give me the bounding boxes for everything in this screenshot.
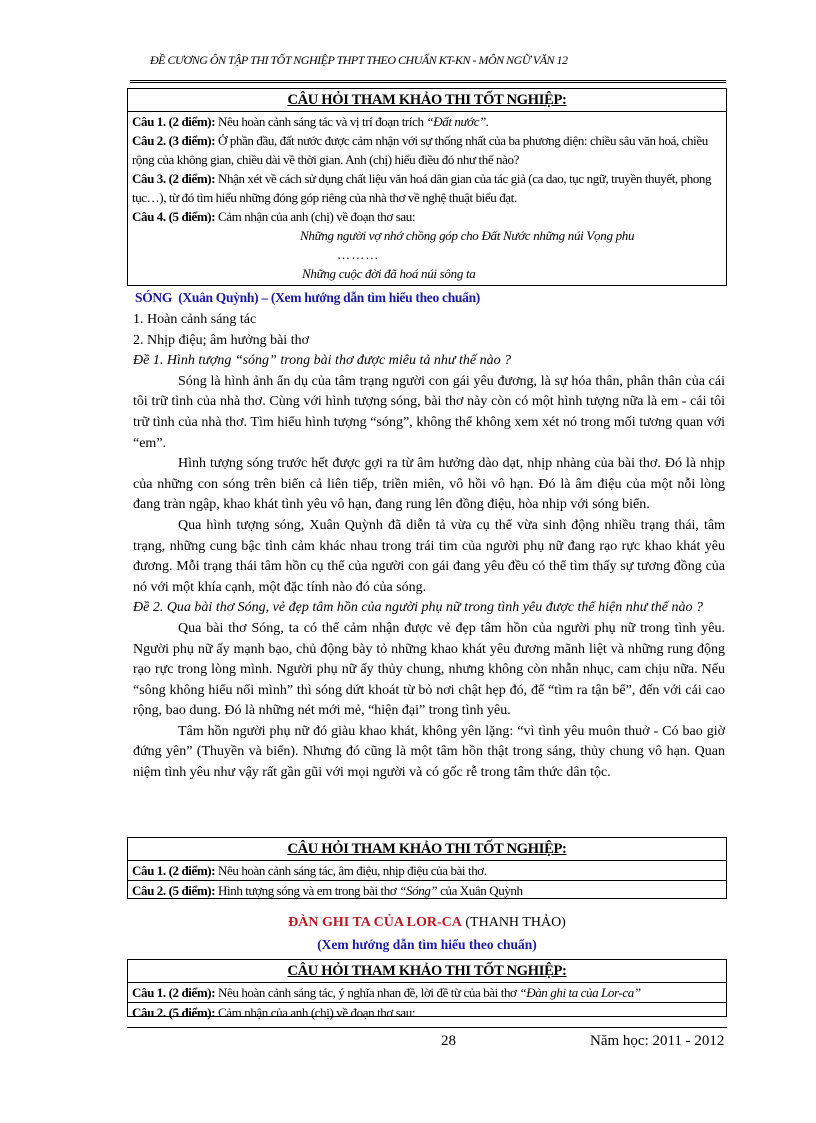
- poem-line-1: Những người vợ nhớ chồng góp cho Đất Nước những núi Vọng phu: [300, 228, 635, 243]
- page-number: 28: [441, 1033, 456, 1049]
- exam-questions-box-3: [127, 959, 727, 1020]
- page-header: ĐỀ CƯƠNG ÔN TẬP THI TỐT NGHIỆP THPT THEO CHUẨN KT-KN - MÔN NGỮ VĂN 12: [150, 53, 568, 67]
- question-2: Câu 2. (5 điểm): Cảm nhận của anh (chị) về đoạn thơ sau:: [132, 1005, 416, 1020]
- question-2: Câu 2. (5 điểm): Hình tượng sóng và em trong bài thơ “Sóng” của Xuân Quỳnh: [132, 883, 523, 898]
- song-content: [133, 310, 725, 784]
- section-title-dan-ghi-ta: ĐÀN GHI TA CỦA LOR-CA (THANH THẢO): [288, 915, 566, 930]
- question-4: Câu 4. (5 điểm): Cảm nhận của anh (chị) về đoạn thơ sau:: [132, 209, 416, 224]
- header-divider: [130, 80, 726, 83]
- poem-ellipsis: … … …: [338, 247, 378, 262]
- paragraph: Hình tượng sóng trước hết được gợi ra từ âm hưởng dào dạt, nhịp nhàng của bài thơ. Đó là nhịp của những con sóng trên biển cả liên tiếp, triền miên, vô hồi vô hạn. Đó là âm điệu của một nỗi lòng đang tràn ngập, khao khát tình yêu vô hạn, đang rung lên đồng điệu, hòa nhịp với sóng biển.: [133, 456, 725, 513]
- exam-questions-box-1: [127, 88, 727, 286]
- box-title: CÂU HỎI THAM KHẢO THI TỐT NGHIỆP:: [128, 838, 726, 861]
- exam-questions-box-2: [127, 837, 727, 899]
- question-heading-1: Đề 1. Hình tượng “sóng” trong bài thơ được miêu tả như thế nào ?: [133, 353, 512, 369]
- poem-line-2: Những cuộc đời đã hoá núi sông ta: [302, 266, 476, 281]
- question-3: Câu 3. (2 điểm): Nhận xét về cách sử dụng chất liệu văn hoá dân gian của tác giả (ca dao, tục ngữ, truyền thuyết, phong tục…), từ đó tìm hiểu những đóng góp riêng của nhà thơ về nghệ thuật biểu đạt.: [132, 171, 712, 205]
- section-subtitle: (Xem hướng dẫn tìm hiểu theo chuẩn): [317, 937, 537, 952]
- school-year: Năm học: 2011 - 2012: [590, 1033, 725, 1049]
- box-title: CÂU HỎI THAM KHẢO THI TỐT NGHIỆP:: [128, 960, 726, 983]
- list-item: 2. Nhịp điệu; âm hưởng bài thơ: [133, 332, 309, 348]
- paragraph: Qua bài thơ Sóng, ta có thể cảm nhận được vẻ đẹp tâm hồn của người phụ nữ trong tình yêu. Người phụ nữ ấy mạnh bạo, chủ động bày tỏ những khao khát yêu đương mãnh liệt và những rung động rạo rực trong lòng mình. Người phụ nữ ấy thủy chung, nhưng không còn nhẫn nhục, cam chịu nữa. Nếu “sông không hiểu nổi mình” thì sóng dứt khoát từ bỏ nơi chật hẹp đó, để “tìm ra tận bể”, đến với cái cao rộng, bao dung. Đó là những nét mới mẻ, “hiện đại” trong tình yêu.: [133, 620, 725, 719]
- footer-divider: [127, 1027, 727, 1028]
- question-1: Câu 1. (2 điểm): Nêu hoàn cảnh sáng tác, âm điệu, nhịp điệu của bài thơ.: [128, 861, 726, 881]
- question-2: Câu 2. (3 điểm): Ở phần đầu, đất nước được cảm nhận với sự thống nhất của ba phương diện: chiều sâu văn hoá, chiều rộng của không gian, chiều dài về thời gian. Anh (chị) hiểu điều đó như thế nào?: [132, 133, 708, 167]
- section-title-song: SÓNG (Xuân Quỳnh) – (Xem hướng dẫn tìm hiểu theo chuẩn): [135, 290, 480, 305]
- paragraph: Sóng là hình ảnh ẩn dụ của tâm trạng người con gái yêu đương, là sự hóa thân, phân thân của cái tôi trữ tình của nhà thơ. Cùng với hình tượng sóng, bài thơ này còn có một hình tượng nữa là em - cái tôi trữ tình của nhà thơ. Tìm hiểu hình tượng “sóng”, không thể không xem xét nó trong mối tương quan với “em”.: [133, 373, 725, 451]
- question-1: Câu 1. (2 điểm): Nêu hoàn cảnh sáng tác, ý nghĩa nhan đề, lời đề từ của bài thơ “Đàn ghi ta của Lor-ca”: [128, 983, 726, 1003]
- box-title: CÂU HỎI THAM KHẢO THI TỐT NGHIỆP:: [128, 89, 726, 112]
- question-1: Câu 1. (2 điểm): Nêu hoàn cảnh sáng tác và vị trí đoạn trích “Đất nước”.: [132, 114, 489, 129]
- paragraph: Tâm hồn người phụ nữ đó giàu khao khát, không yên lặng: “vì tình yêu muôn thuở - Có bao giờ đứng yên” (Thuyền và biển). Nhưng đó cũng là một tâm hồn thật trong sáng, thủy chung vô hạn. Quan niệm tình yêu như vậy rất gần gũi với mọi người và có gốc rễ trong tâm thức dân tộc.: [133, 723, 725, 781]
- paragraph: Qua hình tượng sóng, Xuân Quỳnh đã diễn tả vừa cụ thể vừa sinh động nhiều trạng thái, tâm trạng, những cung bậc tình cảm khác nhau trong trái tim của người phụ nữ đang rạo rực khao khát yêu đương. Mỗi trạng thái tâm hồn cụ thể của người con gái đang yêu đều có thể tìm thấy sự tương đồng của nó với một khía cạnh, một đặc tính nào đó của sóng.: [133, 517, 725, 595]
- list-item: 1. Hoàn cảnh sáng tác: [133, 312, 257, 327]
- question-heading-2: Đề 2. Qua bài thơ Sóng, vẻ đẹp tâm hồn của người phụ nữ trong tình yêu được thể hiện như thế nào ?: [133, 600, 703, 616]
